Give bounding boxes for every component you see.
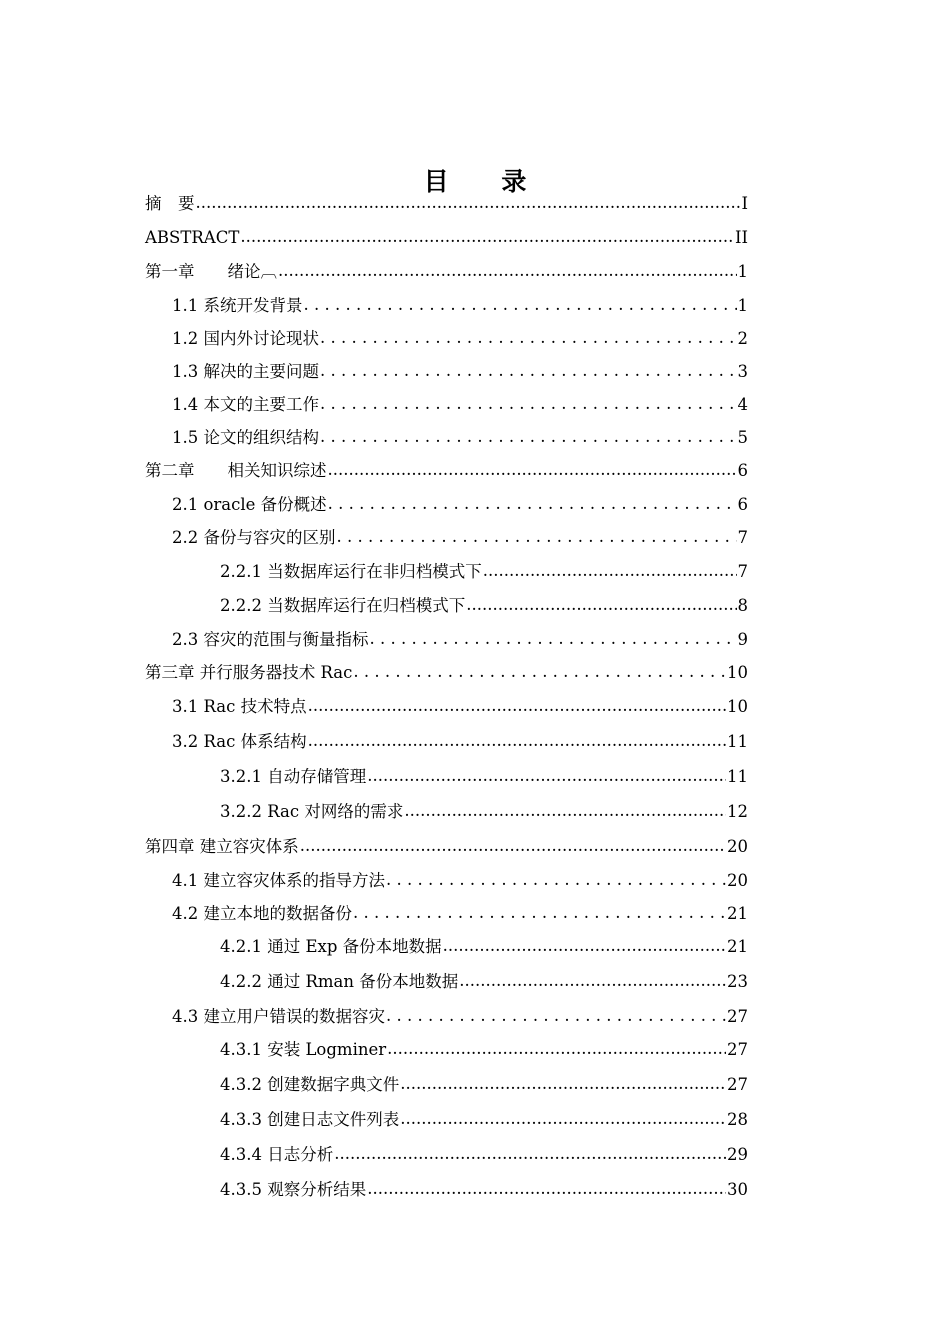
toc-entry-label: 1.3 解决的主要问题 [172, 362, 319, 381]
toc-entry[interactable] [172, 1006, 748, 1028]
toc-entry-page: 11 [727, 732, 748, 751]
toc-title: 目 录 [423, 167, 549, 196]
toc-entry-page: 12 [727, 802, 748, 821]
toc-entry-label: 2.3 容灾的范围与衡量指标 [172, 630, 369, 649]
toc-entry[interactable] [172, 295, 748, 317]
toc-entry-label: 4.2.2 通过 Rman 备份本地数据 [220, 972, 459, 991]
toc-entry[interactable] [172, 903, 748, 925]
toc-entry-page: 27 [727, 1075, 748, 1094]
toc-leader [367, 1178, 726, 1200]
toc-entry[interactable] [172, 696, 748, 718]
toc-entry-page: 5 [737, 428, 748, 447]
toc-entry[interactable] [172, 494, 748, 516]
toc-leader [337, 526, 737, 548]
toc-entry[interactable] [145, 662, 748, 684]
toc-entry-label: 4.3.2 创建数据字典文件 [220, 1075, 400, 1094]
toc-leader [304, 294, 737, 316]
toc-entry[interactable] [172, 731, 748, 753]
toc-entry-label: 1.5 论文的组织结构 [172, 428, 319, 447]
toc-entry-page: 6 [737, 461, 748, 480]
toc-leader [386, 869, 726, 891]
toc-entry[interactable] [172, 527, 748, 549]
toc-entry-label: 1.2 国内外讨论现状 [172, 329, 319, 348]
toc-entry[interactable] [220, 1179, 748, 1201]
toc-leader [459, 970, 726, 992]
toc-leader [370, 628, 737, 650]
toc-entry-page: 21 [727, 904, 748, 923]
toc-entry-page: 20 [727, 871, 748, 890]
toc-entry-page: 27 [727, 1040, 748, 1059]
toc-leader [328, 459, 737, 481]
toc-entry[interactable] [220, 1109, 748, 1131]
toc-leader [400, 1108, 726, 1130]
toc-entry-page: 1 [737, 262, 748, 281]
toc-entry-label: 2.2.1 当数据库运行在非归档模式下 [220, 562, 482, 581]
toc-leader [404, 800, 726, 822]
toc-entry[interactable] [172, 361, 748, 383]
toc-entry-label: 第四章 建立容灾体系 [145, 837, 299, 856]
toc-entry-label: 4.2.1 通过 Exp 备份本地数据 [220, 937, 442, 956]
toc-leader [400, 1073, 726, 1095]
toc-entry-page: 29 [727, 1145, 748, 1164]
toc-leader [387, 1038, 726, 1060]
toc-entry-label: 4.3.5 观察分析结果 [220, 1180, 367, 1199]
toc-entry-label: 4.1 建立容灾体系的指导方法 [172, 871, 385, 890]
toc-entry-page: 11 [727, 767, 748, 786]
toc-entry[interactable] [220, 595, 748, 617]
toc-entry[interactable] [145, 261, 748, 283]
toc-entry[interactable] [172, 328, 748, 350]
toc-entry-label: 1.1 系统开发背景 [172, 296, 303, 315]
toc-entry[interactable] [172, 427, 748, 449]
toc-leader [353, 661, 726, 683]
toc-leader [320, 426, 737, 448]
toc-entry[interactable] [172, 870, 748, 892]
toc-entry-label: 3.2.1 自动存储管理 [220, 767, 367, 786]
toc-entry-label: 3.2 Rac 体系结构 [172, 732, 307, 751]
toc-leader [320, 360, 737, 382]
toc-leader [353, 902, 726, 924]
toc-leader [308, 730, 726, 752]
toc-entry-label: 1.4 本文的主要工作 [172, 395, 319, 414]
toc-entry[interactable] [220, 766, 748, 788]
toc-entry-page: 7 [737, 562, 748, 581]
toc-entry-label: 2.1 oracle 备份概述 [172, 495, 327, 514]
toc-entry-page: 6 [737, 495, 748, 514]
toc-entry[interactable] [172, 394, 748, 416]
toc-entry-label: 第一章 绪论︹ [145, 262, 277, 281]
toc-leader [328, 493, 737, 515]
toc-entry-page: 7 [737, 528, 748, 547]
toc-entry[interactable] [220, 801, 748, 823]
toc-entry[interactable] [145, 460, 748, 482]
toc-entry-label: 3.1 Rac 技术特点 [172, 697, 307, 716]
toc-entry-page: 3 [737, 362, 748, 381]
toc-leader [320, 327, 737, 349]
toc-leader [483, 560, 737, 582]
toc-leader [308, 695, 726, 717]
toc-entry[interactable] [220, 1144, 748, 1166]
toc-entry-page: 4 [737, 395, 748, 414]
toc-entry-label: 4.3.3 创建日志文件列表 [220, 1110, 400, 1129]
toc-entry-page: 21 [727, 937, 748, 956]
toc-entry-label: 4.3 建立用户错误的数据容灾 [172, 1007, 385, 1026]
toc-entry[interactable] [220, 936, 748, 958]
toc-entry-label: 2.2 备份与容灾的区别 [172, 528, 336, 547]
toc-entry-page: 30 [727, 1180, 748, 1199]
toc-leader [240, 226, 734, 248]
toc-leader [386, 1005, 726, 1027]
toc-entry-page: II [734, 228, 748, 247]
toc-entry[interactable] [220, 1074, 748, 1096]
toc-leader [300, 835, 726, 857]
toc-entry[interactable] [220, 971, 748, 993]
toc-entry-label: 摘 要 [145, 194, 195, 213]
toc-entry-label: 3.2.2 Rac 对网络的需求 [220, 802, 404, 821]
toc-leader [367, 765, 726, 787]
toc-entry-label: ABSTRACT [145, 228, 240, 247]
toc-entry-page: 28 [727, 1110, 748, 1129]
toc-leader [320, 393, 737, 415]
toc-entry-page: 8 [737, 596, 748, 615]
toc-leader [443, 935, 726, 957]
toc-entry-label: 第二章 相关知识综述 [145, 461, 327, 480]
toc-entry[interactable] [220, 1039, 748, 1061]
toc-entry-label: 4.3.1 安装 Logminer [220, 1040, 387, 1059]
toc-entry-page: 23 [727, 972, 748, 991]
toc-entry-label: 2.2.2 当数据库运行在归档模式下 [220, 596, 466, 615]
toc-leader [278, 260, 737, 282]
toc-entry[interactable] [145, 227, 748, 249]
toc-leader [466, 594, 736, 616]
toc-entry-label: 4.3.4 日志分析 [220, 1145, 334, 1164]
toc-leader [196, 192, 741, 214]
toc-entry-page: 2 [737, 329, 748, 348]
toc-leader [334, 1143, 726, 1165]
toc-entry-page: 10 [727, 663, 748, 682]
toc-entry[interactable] [145, 836, 748, 858]
toc-entry[interactable] [220, 561, 748, 583]
toc-entry-page: 1 [737, 296, 748, 315]
toc-entry[interactable] [172, 629, 748, 651]
toc-entry-page: 9 [737, 630, 748, 649]
toc-entry[interactable] [145, 193, 748, 215]
toc-entry-label: 第三章 并行服务器技术 Rac [145, 663, 353, 682]
toc-entry-page: 27 [727, 1007, 748, 1026]
toc-entry-page: 20 [727, 837, 748, 856]
toc-entry-page: I [741, 194, 748, 213]
toc-entry-page: 10 [727, 697, 748, 716]
toc-entry-label: 4.2 建立本地的数据备份 [172, 904, 352, 923]
